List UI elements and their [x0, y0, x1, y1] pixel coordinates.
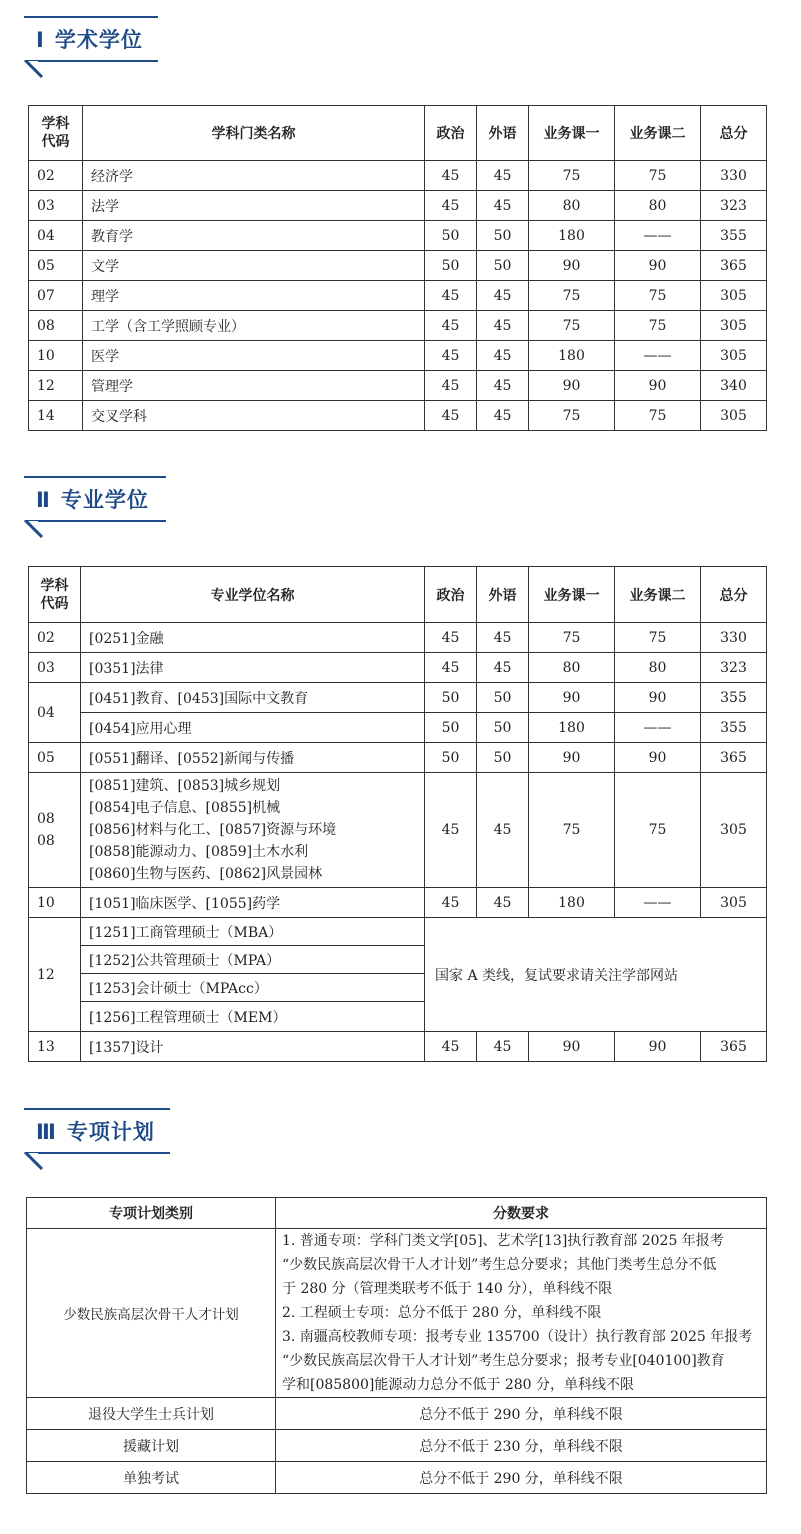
table-row: [29, 683, 767, 713]
section-heading-academic: [24, 16, 164, 76]
cell-total: 305: [701, 773, 767, 888]
table-row: [29, 221, 767, 251]
cell-politics: 45: [425, 281, 477, 311]
cell-course1: 75: [529, 773, 615, 888]
cell-code: 04: [29, 221, 83, 251]
table-row: [29, 161, 767, 191]
cell-course1: 75: [529, 401, 615, 431]
cell-total: 305: [701, 341, 767, 371]
cell-total: 323: [701, 191, 767, 221]
cell-course2: 75: [615, 401, 701, 431]
cell-course1: 75: [529, 623, 615, 653]
cell-code: 05: [29, 743, 81, 773]
header-politics: 政治: [425, 567, 477, 623]
header-code: 学科 代码: [29, 106, 83, 161]
req-line: “少数民族高层次骨干人才计划”考生总分要求；报考专业[040100]教育: [282, 1353, 725, 1369]
cell-politics: 45: [425, 623, 477, 653]
cell-language: 45: [477, 888, 529, 918]
code-line: 08: [37, 833, 55, 849]
cell-course2: 90: [615, 743, 701, 773]
header-requirement: 分数要求: [276, 1198, 767, 1229]
cell-language: 45: [477, 623, 529, 653]
table-row: [27, 1462, 767, 1494]
cell-category: 退役大学生士兵计划: [27, 1398, 276, 1430]
title-text: 专项计划: [66, 1120, 155, 1144]
cell-requirement: [276, 1229, 767, 1398]
cell-politics: 50: [425, 713, 477, 743]
cell-name: [0351]法律: [81, 653, 425, 683]
table-row: [29, 341, 767, 371]
cell-total: 355: [701, 713, 767, 743]
cell-course2: ——: [615, 888, 701, 918]
cell-code: [29, 773, 81, 888]
cell-course1: 180: [529, 221, 615, 251]
cell-language: 45: [477, 311, 529, 341]
cell-language: 50: [477, 713, 529, 743]
heading-top-rule: [24, 476, 166, 478]
cell-total: 330: [701, 623, 767, 653]
cell-course1: 90: [529, 683, 615, 713]
table-row: [27, 1229, 767, 1398]
cell-code: 04: [29, 683, 81, 743]
cell-name: 医学: [83, 341, 425, 371]
header-code: 学科 代码: [29, 567, 81, 623]
cell-name: 教育学: [83, 221, 425, 251]
name-line: [0856]材料与化工、[0857]资源与环境: [89, 822, 337, 838]
cell-course2: ——: [615, 713, 701, 743]
cell-politics: 45: [425, 1032, 477, 1062]
cell-politics: 45: [425, 371, 477, 401]
cell-category: 援藏计划: [27, 1430, 276, 1462]
header-total: 总分: [701, 106, 767, 161]
cell-code: 12: [29, 371, 83, 401]
cell-course1: 90: [529, 251, 615, 281]
req-line: 1. 普通专项：学科门类文学[05]、艺术学[13]执行教育部 2025 年报考: [282, 1233, 724, 1249]
special-plan-table: [26, 1197, 767, 1494]
cell-course2: 90: [615, 1032, 701, 1062]
cell-requirement: 总分不低于 290 分，单科线不限: [276, 1398, 767, 1430]
section-title: [36, 484, 149, 514]
heading-bottom-rule: [38, 60, 158, 62]
table-header-row: [29, 106, 767, 161]
table-row: [29, 191, 767, 221]
req-line: 学和[085800]能源动力总分不低于 280 分，单科线不限: [282, 1377, 634, 1393]
cell-total: 365: [701, 1032, 767, 1062]
heading-bottom-rule: [38, 520, 166, 522]
table-row: [29, 311, 767, 341]
cell-politics: 50: [425, 251, 477, 281]
req-line: 于 280 分（管理类联考不低于 140 分），单科线不限: [282, 1281, 613, 1297]
table-row: [29, 281, 767, 311]
cell-name: [81, 773, 425, 888]
cell-course1: 80: [529, 191, 615, 221]
cell-politics: 45: [425, 888, 477, 918]
name-line: [0858]能源动力、[0859]土木水利: [89, 844, 309, 860]
cell-code: 08: [29, 311, 83, 341]
cell-course1: 80: [529, 653, 615, 683]
section-title: [36, 1116, 155, 1146]
header-name: 学科门类名称: [83, 106, 425, 161]
req-line: 2. 工程硕士专项：总分不低于 280 分，单科线不限: [282, 1305, 602, 1321]
cell-code: 13: [29, 1032, 81, 1062]
table-row: [29, 251, 767, 281]
heading-top-rule: [24, 1108, 170, 1110]
header-total: 总分: [701, 567, 767, 623]
cell-course2: 80: [615, 191, 701, 221]
title-text: 专业学位: [60, 488, 149, 512]
cell-code: 10: [29, 341, 83, 371]
cell-course1: 180: [529, 341, 615, 371]
cell-category: 少数民族高层次骨干人才计划: [27, 1229, 276, 1398]
title-text: 学术学位: [54, 28, 143, 52]
academic-degree-table: [28, 105, 767, 431]
cell-course2: ——: [615, 221, 701, 251]
cell-name: [0451]教育、[0453]国际中文教育: [81, 683, 425, 713]
table-row: [29, 371, 767, 401]
cell-course1: 90: [529, 743, 615, 773]
cell-course2: 75: [615, 281, 701, 311]
cell-language: 45: [477, 281, 529, 311]
cell-name: 文学: [83, 251, 425, 281]
cell-course2: 80: [615, 653, 701, 683]
cell-language: 45: [477, 161, 529, 191]
cell-name: 理学: [83, 281, 425, 311]
cell-politics: 45: [425, 311, 477, 341]
cell-total: 365: [701, 251, 767, 281]
cell-name: 经济学: [83, 161, 425, 191]
cell-language: 50: [477, 221, 529, 251]
section-heading-special: [24, 1108, 174, 1168]
cell-name: 法学: [83, 191, 425, 221]
cell-course1: 90: [529, 371, 615, 401]
cell-code: 02: [29, 623, 81, 653]
cell-name: [0454]应用心理: [81, 713, 425, 743]
cell-name: 工学（含工学照顾专业）: [83, 311, 425, 341]
table-row: [29, 401, 767, 431]
cell-code: 07: [29, 281, 83, 311]
cell-name: [1256]工程管理硕士（MEM）: [81, 1002, 425, 1032]
header-category: 专项计划类别: [27, 1198, 276, 1229]
header-language: 外语: [477, 106, 529, 161]
cell-course2: ——: [615, 341, 701, 371]
cell-total: 305: [701, 311, 767, 341]
cell-politics: 45: [425, 161, 477, 191]
name-line: [0854]电子信息、[0855]机械: [89, 800, 281, 816]
cell-language: 45: [477, 773, 529, 888]
cell-note: 国家 A 类线，复试要求请关注学部网站: [425, 918, 767, 1032]
roman-numeral: Ⅰ: [36, 28, 45, 52]
table-row: [29, 713, 767, 743]
code-line: 08: [37, 811, 55, 827]
cell-name: [1251]工商管理硕士（MBA）: [81, 918, 425, 946]
cell-course1: 75: [529, 161, 615, 191]
cell-language: 45: [477, 1032, 529, 1062]
cell-language: 45: [477, 191, 529, 221]
header-course1: 业务课一: [529, 567, 615, 623]
cell-name: [1051]临床医学、[1055]药学: [81, 888, 425, 918]
cell-politics: 45: [425, 653, 477, 683]
table-row: [29, 623, 767, 653]
cell-category: 单独考试: [27, 1462, 276, 1494]
table-header-row: [27, 1198, 767, 1229]
cell-total: 355: [701, 221, 767, 251]
cell-total: 340: [701, 371, 767, 401]
header-politics: 政治: [425, 106, 477, 161]
section-heading-professional: [24, 476, 170, 536]
cell-requirement: 总分不低于 290 分，单科线不限: [276, 1462, 767, 1494]
cell-code: 05: [29, 251, 83, 281]
cell-total: 330: [701, 161, 767, 191]
cell-course2: 75: [615, 311, 701, 341]
cell-course1: 75: [529, 311, 615, 341]
cell-politics: 50: [425, 683, 477, 713]
cell-code: 14: [29, 401, 83, 431]
cell-name: 管理学: [83, 371, 425, 401]
cell-politics: 45: [425, 401, 477, 431]
cell-code: 12: [29, 918, 81, 1032]
cell-politics: 45: [425, 191, 477, 221]
cell-code: 02: [29, 161, 83, 191]
cell-language: 50: [477, 683, 529, 713]
cell-name: [1253]会计硕士（MPAcc）: [81, 974, 425, 1002]
cell-name: [0251]金融: [81, 623, 425, 653]
roman-numeral: Ⅱ: [36, 488, 51, 512]
name-line: [0851]建筑、[0853]城乡规划: [89, 778, 281, 794]
cell-total: 305: [701, 888, 767, 918]
table-header-row: [29, 567, 767, 623]
cell-name: [1357]设计: [81, 1032, 425, 1062]
header-language: 外语: [477, 567, 529, 623]
cell-course1: 90: [529, 1032, 615, 1062]
cell-politics: 45: [425, 773, 477, 888]
header-course1: 业务课一: [529, 106, 615, 161]
header-name: 专业学位名称: [81, 567, 425, 623]
cell-code: 03: [29, 191, 83, 221]
cell-code: 03: [29, 653, 81, 683]
cell-total: 305: [701, 401, 767, 431]
cell-total: 365: [701, 743, 767, 773]
cell-course2: 75: [615, 623, 701, 653]
name-line: [0860]生物与医药、[0862]风景园林: [89, 866, 323, 882]
section-title: [36, 24, 143, 54]
table-row: [27, 1430, 767, 1462]
req-line: “少数民族高层次骨干人才计划”考生总分要求；其他门类考生总分不低: [282, 1257, 717, 1273]
cell-language: 45: [477, 341, 529, 371]
cell-language: 45: [477, 401, 529, 431]
cell-language: 45: [477, 653, 529, 683]
cell-name: [1252]公共管理硕士（MPA）: [81, 946, 425, 974]
cell-course1: 180: [529, 888, 615, 918]
cell-politics: 50: [425, 221, 477, 251]
cell-language: 45: [477, 371, 529, 401]
req-line: 3. 南疆高校教师专项：报考专业 135700（设计）执行教育部 2025 年报考: [282, 1329, 753, 1345]
table-row: [27, 1398, 767, 1430]
header-course2: 业务课二: [615, 567, 701, 623]
table-body: [29, 161, 767, 431]
cell-politics: 45: [425, 341, 477, 371]
cell-course2: 75: [615, 773, 701, 888]
roman-numeral: Ⅲ: [36, 1120, 57, 1144]
cell-total: 355: [701, 683, 767, 713]
cell-course2: 75: [615, 161, 701, 191]
cell-total: 323: [701, 653, 767, 683]
table-row: [29, 653, 767, 683]
table-row: [29, 918, 767, 946]
heading-bottom-rule: [38, 1152, 170, 1154]
professional-degree-table: [28, 566, 767, 1062]
heading-top-rule: [24, 16, 158, 18]
cell-politics: 50: [425, 743, 477, 773]
cell-language: 50: [477, 743, 529, 773]
cell-name: [0551]翻译、[0552]新闻与传播: [81, 743, 425, 773]
cell-course2: 90: [615, 371, 701, 401]
cell-language: 50: [477, 251, 529, 281]
cell-code: 10: [29, 888, 81, 918]
cell-total: 305: [701, 281, 767, 311]
table-row: [29, 743, 767, 773]
cell-course2: 90: [615, 251, 701, 281]
cell-course1: 180: [529, 713, 615, 743]
cell-course1: 75: [529, 281, 615, 311]
cell-name: 交叉学科: [83, 401, 425, 431]
table-row: [29, 773, 767, 888]
header-course2: 业务课二: [615, 106, 701, 161]
cell-requirement: 总分不低于 230 分，单科线不限: [276, 1430, 767, 1462]
cell-course2: 90: [615, 683, 701, 713]
table-row: [29, 1032, 767, 1062]
table-row: [29, 888, 767, 918]
